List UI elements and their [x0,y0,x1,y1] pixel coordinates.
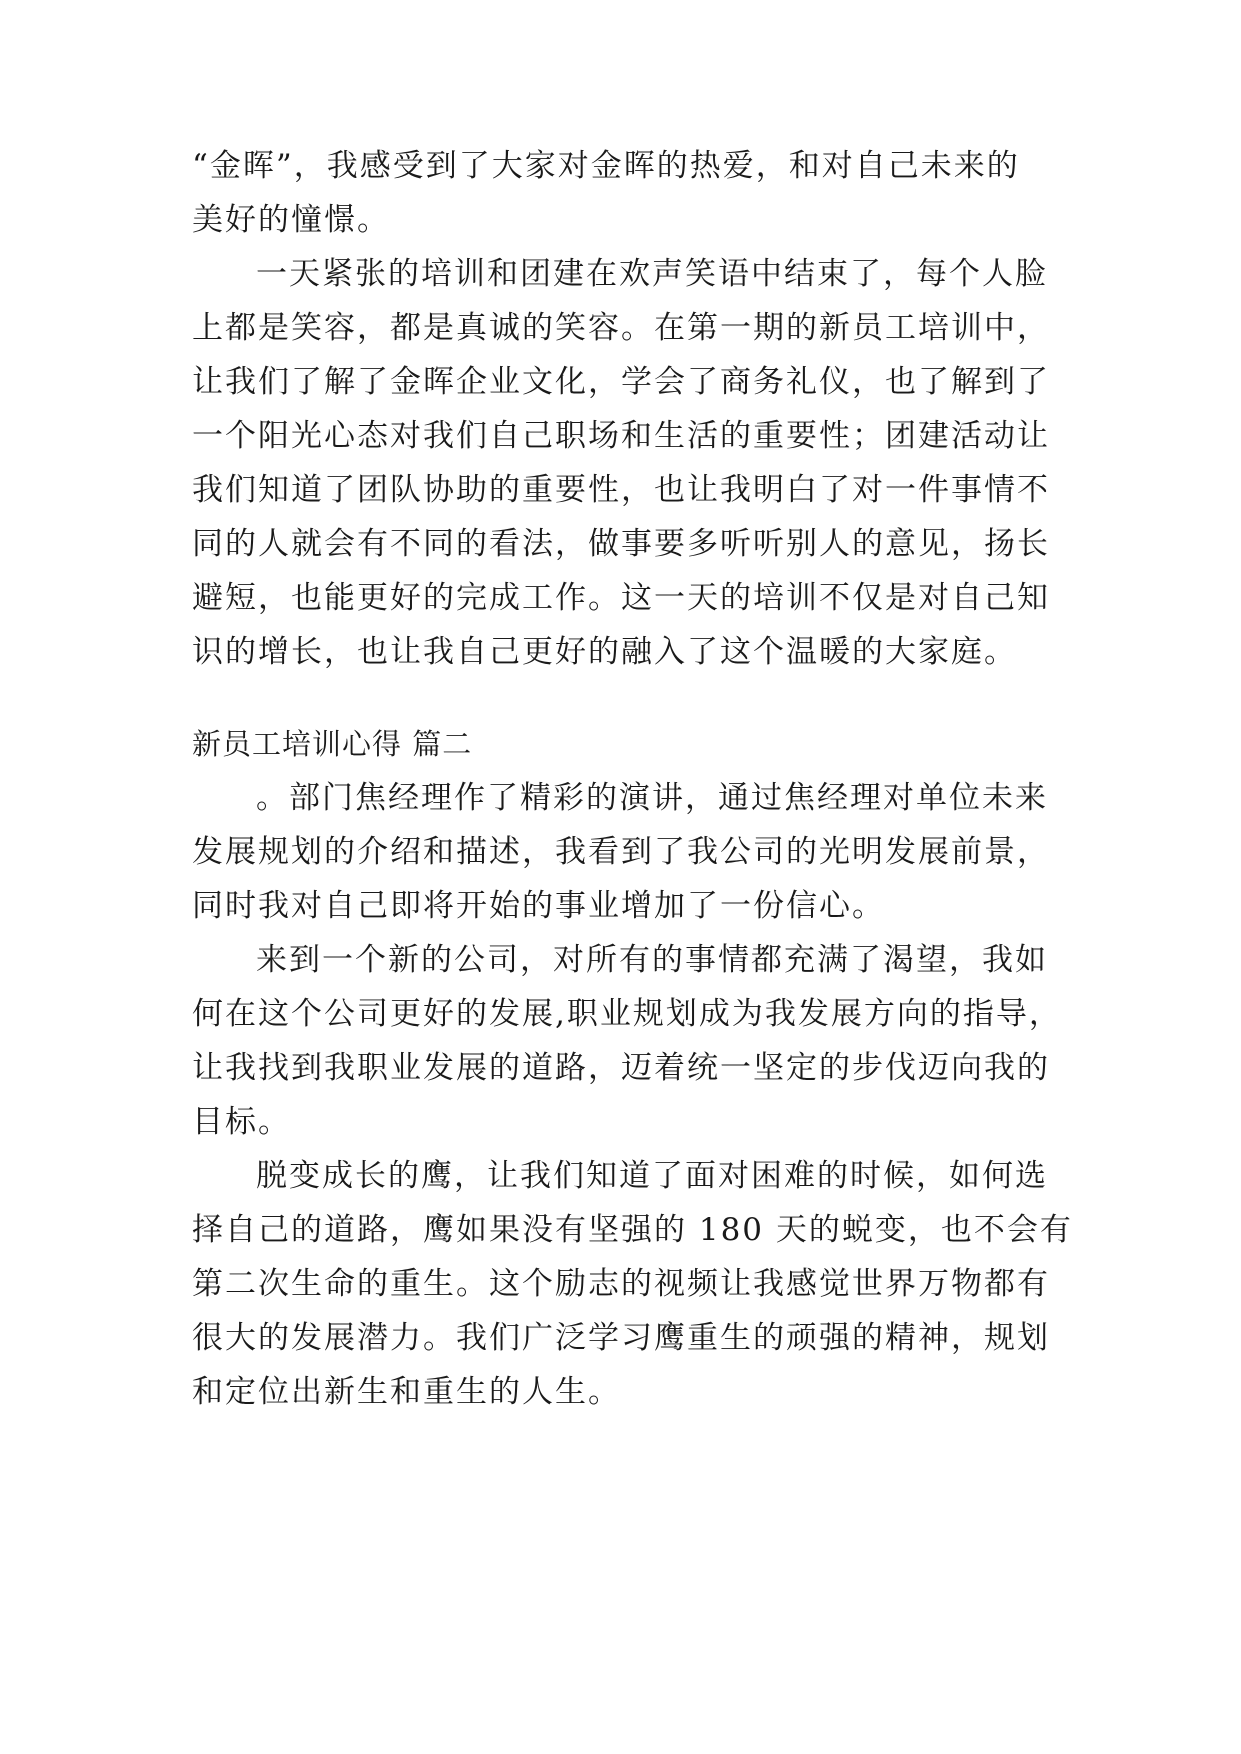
paragraph-5-line-1: 脱变成长的鹰，让我们知道了面对困难的时候，如何选 [256,1158,1048,1194]
paragraph-3-line-3: 同时我对自己即将开始的事业增加了一份信心。 [192,888,885,924]
paragraph-2-line-2: 上都是笑容，都是真诚的笑容。在第一期的新员工培训中， [192,310,1050,346]
paragraph-2-line-7: 避短，也能更好的完成工作。这一天的培训不仅是对自己知 [192,580,1050,616]
paragraph-2-line-6: 同的人就会有不同的看法，做事要多听听别人的意见，扬长 [192,526,1050,562]
paragraph-1-line-2: 美好的憧憬。 [192,202,390,238]
paragraph-4-line-3: 让我找到我职业发展的道路，迈着统一坚定的步伐迈向我的 [192,1050,1050,1086]
paragraph-1-line-1: “金晖”，我感受到了大家对金晖的热爱，和对自己未来的 [192,148,1020,184]
paragraph-2-line-3: 让我们了解了金晖企业文化，学会了商务礼仪，也了解到了 [192,364,1050,400]
paragraph-5-line-4: 很大的发展潜力。我们广泛学习鹰重生的顽强的精神，规划 [192,1320,1050,1356]
paragraph-5-line-3: 第二次生命的重生。这个励志的视频让我感觉世界万物都有 [192,1266,1050,1302]
paragraph-4-line-2: 何在这个公司更好的发展,职业规划成为我发展方向的指导， [192,996,1062,1032]
section-heading: 新员工培训心得 篇二 [192,727,473,761]
paragraph-2-line-5: 我们知道了团队协助的重要性，也让我明白了对一件事情不 [192,472,1050,508]
paragraph-3-line-1: 。部门焦经理作了精彩的演讲，通过焦经理对单位未来 [256,780,1048,816]
paragraph-2-line-1: 一天紧张的培训和团建在欢声笑语中结束了，每个人脸 [256,256,1048,292]
paragraph-5-line-2: 择自己的道路，鹰如果没有坚强的 180 天的蜕变，也不会有 [192,1212,1073,1248]
paragraph-2-line-8: 识的增长，也让我自己更好的融入了这个温暖的大家庭。 [192,634,1017,670]
paragraph-2-line-4: 一个阳光心态对我们自己职场和生活的重要性；团建活动让 [192,418,1050,454]
paragraph-5-line-5: 和定位出新生和重生的人生。 [192,1374,621,1410]
paragraph-4-line-1: 来到一个新的公司，对所有的事情都充满了渴望，我如 [256,942,1048,978]
paragraph-4-line-4: 目标。 [192,1104,291,1140]
paragraph-3-line-2: 发展规划的介绍和描述，我看到了我公司的光明发展前景， [192,834,1050,870]
